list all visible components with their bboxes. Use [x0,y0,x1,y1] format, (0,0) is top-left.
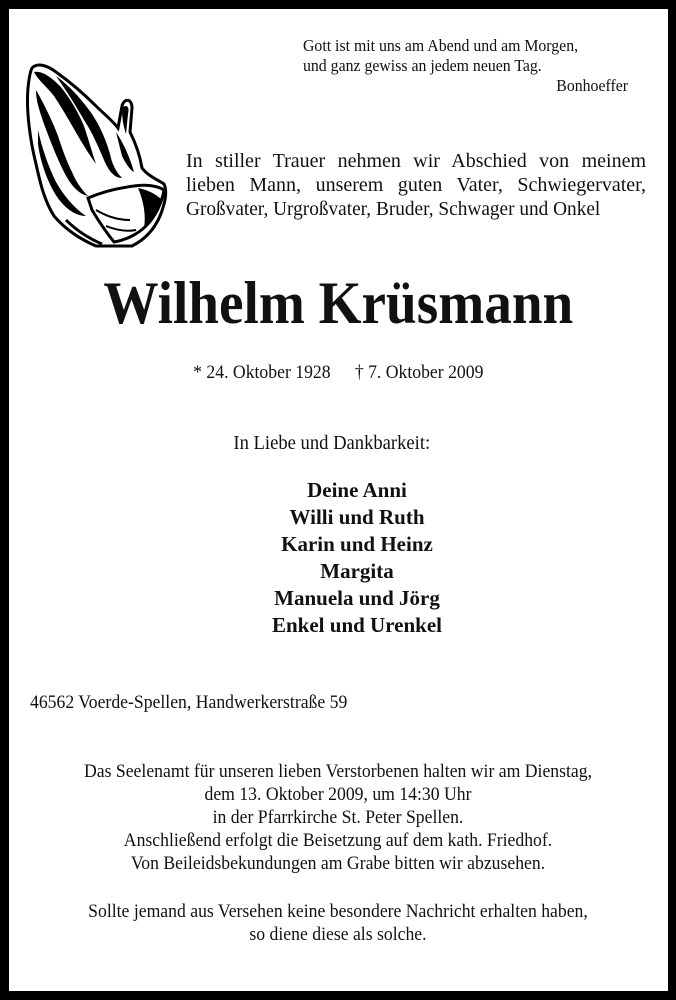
service-line: Anschließend erfolgt die Beisetzung auf dem kath. Friedhof. [123,830,553,851]
thanks-intro-text: In Liebe und Dankbarkeit: [233,432,431,454]
birth-date: * 24. Oktober 1928 [193,362,331,383]
thanks-intro [0,431,676,455]
intro-line: Großvater, Urgroßvater, Bruder, Schwager und Onkel [186,198,601,220]
closing-note [0,900,676,946]
family-member: Karin und Heinz [281,532,433,556]
death-date: † 7. Oktober 2009 [354,362,484,383]
address-text: 46562 Voerde-Spellen, Handwerkerstraße 59 [30,692,348,713]
family-list [0,477,676,639]
quote-line: Gott ist mit uns am Abend und am Morgen, [303,36,579,55]
closing-line: Sollte jemand aus Versehen keine besondere Nachricht erhalten haben, [88,901,588,922]
service-line: in der Pfarrkirche St. Peter Spellen. [212,807,464,828]
service-line: Das Seelenamt für unseren lieben Verstorbenen halten wir am Dienstag, [83,761,593,782]
deceased-name [0,270,676,336]
intro-line: In stiller Trauer nehmen wir Abschied von meinem [186,150,646,172]
service-line: dem 13. Oktober 2009, um 14:30 Uhr [204,784,472,805]
closing-line: so diene diese als solche. [249,924,427,945]
intro-line: lieben Mann, unserem guten Vater, Schwiegervater, [186,174,646,196]
bonhoeffer-quote [303,36,628,96]
service-line: Von Beileidsbekundungen am Grabe bitten wir abzusehen. [130,853,546,874]
life-dates [0,361,676,385]
quote-line: und ganz gewiss an jedem neuen Tag. [303,56,542,75]
family-member: Willi und Ruth [289,505,425,529]
family-member: Deine Anni [307,478,407,502]
family-member: Enkel und Urenkel [272,613,442,637]
mourning-intro [186,149,646,221]
funeral-service-info [0,760,676,875]
quote-author: Bonhoeffer [556,76,628,95]
family-member: Margita [320,559,394,583]
family-member: Manuela und Jörg [274,586,440,610]
praying-hands-icon [26,60,170,248]
family-address [30,691,371,715]
deceased-name-text: Wilhelm Krüsmann [103,270,573,336]
